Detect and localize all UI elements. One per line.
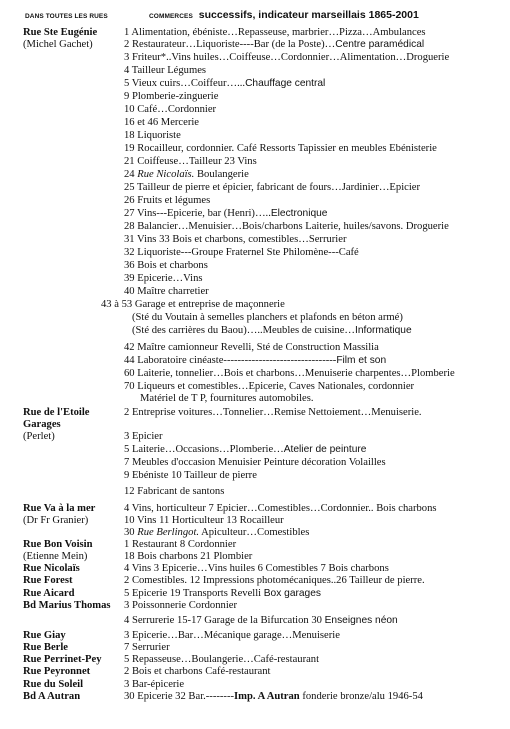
entry-text: 36 Bois et charbons	[124, 260, 208, 271]
entry-line	[124, 156, 257, 168]
entry-text: 31 Vins 33 Bois et charbons, comestibles…Serrurier	[124, 234, 347, 245]
entry-line	[124, 431, 163, 443]
entry-line	[124, 642, 170, 654]
entry-line	[124, 575, 425, 587]
entry-line	[124, 691, 423, 703]
entry-line	[124, 195, 210, 207]
modern-business-label: Electronique	[270, 208, 328, 219]
street-label: Rue Nicolaïs	[23, 563, 80, 574]
entry-text: Boulangerie	[194, 169, 249, 180]
entry-line	[124, 515, 284, 527]
entry-text: Imp. A Autran	[234, 691, 300, 702]
entry-text: 26 Fruits et légumes	[124, 195, 211, 206]
entry-line	[124, 52, 449, 64]
entry-line	[124, 407, 422, 419]
modern-business-label: Enseignes néon	[324, 615, 398, 626]
entry-line	[124, 679, 184, 691]
street-label: Rue du Soleil	[23, 679, 84, 690]
entry-line	[124, 260, 208, 272]
entry-line	[124, 666, 271, 678]
street-label: Bd Marius Thomas	[23, 600, 111, 611]
entry-text: 10 Vins 11 Horticulteur 13 Rocailleur	[124, 515, 284, 526]
entry-line	[124, 286, 209, 298]
header-left: DANS TOUTES LES RUES	[25, 13, 108, 20]
entry-line	[124, 630, 340, 642]
entry-text: 3 Bar-épicerie	[124, 679, 185, 690]
entry-text: 3 Epicier	[124, 431, 163, 442]
street-label: (Dr Fr Granier)	[23, 515, 89, 526]
entry-line	[124, 600, 237, 612]
entry-text: 43 à 53 Garage et entreprise de maçonnerie	[101, 299, 285, 310]
entry-line	[124, 208, 327, 220]
entry-text: 60 Laiterie, tonnelier…Bois et charbons…Menuiserie charpentes…Plomberie	[124, 368, 455, 379]
entry-text: 42 Maître camionneur Revelli, Sté de Construction Massilia	[124, 342, 379, 353]
entry-text: Rue Berlingot.	[137, 527, 200, 538]
street-label: Rue de l'Etoile	[23, 407, 90, 418]
entry-text: 4 Tailleur Légumes	[124, 65, 207, 76]
modern-business-label: Film et son	[336, 355, 387, 366]
entry-line	[124, 654, 319, 666]
entry-line	[124, 221, 449, 233]
street-label: (Etienne Mein)	[23, 551, 88, 562]
entry-text: 9 Plomberie-zinguerie	[124, 91, 219, 102]
street-label: Garages	[23, 419, 61, 430]
entry-text: 25 Tailleur de pierre et épicier, fabricant de fours…Jardinier…Epicier	[124, 182, 421, 193]
page-header	[25, 9, 419, 23]
street-label: Rue Perrinet-Pey	[23, 654, 102, 665]
entry-text: Matériel de T P, fournitures automobiles.	[140, 393, 314, 404]
entry-text: 4 Vins 3 Epicerie…Vins huiles 6 Comestibles 7 Bois charbons	[124, 563, 389, 574]
entry-line	[124, 130, 181, 142]
entry-text: 2 Restaurateur…Liquoriste----Bar (de la Poste)…	[124, 39, 336, 50]
entry-text: 1 Alimentation, ébéniste…Repasseuse, marbrier…Pizza…Ambulances	[124, 27, 426, 38]
entry-text: 40 Maître charretier	[124, 286, 209, 297]
entry-text: 3 Poissonnerie Cordonnier	[124, 600, 237, 611]
entry-line	[124, 588, 321, 600]
entry-text: 3 Epicerie…Bar…Mécanique garage…Menuiserie	[124, 630, 340, 641]
entry-text: 39 Epicerie…Vins	[124, 273, 203, 284]
entry-text: 24	[124, 169, 138, 180]
street-label: Rue Ste Eugénie	[23, 27, 98, 38]
street-label: (Perlet)	[23, 431, 55, 442]
entry-text: 30 Epicerie 32 Bar.--------	[124, 691, 235, 702]
modern-business-label: Box garages	[263, 588, 321, 599]
entry-text: 7 Serrurier	[124, 642, 170, 653]
entry-line	[124, 381, 414, 393]
entry-text: 2 Bois et charbons Café-restaurant	[124, 666, 271, 677]
entry-text: 7 Meubles d'occasion Menuisier Peinture décoration Volailles	[124, 457, 386, 468]
page-title: successifs, indicateur marseillais 1865-2001	[198, 9, 419, 21]
street-label: Rue Forest	[23, 575, 73, 586]
entry-line	[124, 527, 309, 539]
entry-line	[124, 563, 389, 575]
modern-business-label: Informatique	[355, 325, 412, 336]
entry-text: (Sté des carrières du Baou)…..Meubles de cuisine…	[132, 325, 355, 336]
entry-line	[124, 91, 218, 103]
modern-business-label: Chauffage central	[245, 78, 326, 89]
entry-line	[124, 169, 249, 181]
entry-text: 70 Liqueurs et comestibles…Epicerie, Caves Nationales, cordonnier	[124, 381, 415, 392]
street-label: Rue Berle	[23, 642, 69, 653]
entry-text: 5 Epicerie 19 Transports Revelli	[124, 588, 264, 599]
entry-line	[124, 78, 325, 90]
entry-line	[124, 234, 346, 246]
entry-line	[124, 273, 203, 285]
street-label: Rue Giay	[23, 630, 66, 641]
entry-text: Rue Nicolaïs.	[137, 169, 195, 180]
entry-text: fonderie bronze/alu 1946-54	[299, 691, 423, 702]
header-mid: COMMERCES	[149, 13, 193, 20]
entry-text: 21 Coiffeuse…Tailleur 23 Vins	[124, 156, 257, 167]
modern-business-label: Centre paramédical	[335, 39, 425, 50]
entry-text: 5 Repasseuse…Boulangerie…Café-restaurant	[124, 654, 320, 665]
entry-line	[101, 299, 285, 311]
entry-text: 30	[124, 527, 138, 538]
entry-text: (Sté du Voutain à semelles planchers et plafonds en béton armé)	[132, 312, 403, 323]
entry-line	[124, 104, 216, 116]
entry-text: 32 Liquoriste---Groupe Fraternel Ste Philomène---Café	[124, 247, 359, 258]
entry-text: 19 Rocailleur, cordonnier. Café Ressorts Tapissier en meubles Ebénisterie	[124, 143, 437, 154]
street-label: Rue Peyronnet	[23, 666, 91, 677]
entry-line	[140, 393, 314, 405]
entry-line	[124, 117, 199, 129]
entry-text: 18 Liquoriste	[124, 130, 181, 141]
entry-text: 5 Laiterie…Occasions…Plomberie…	[124, 444, 284, 455]
street-label: Rue Bon Voisin	[23, 539, 93, 550]
entry-line	[124, 355, 386, 367]
street-label: (Michel Gachet)	[23, 39, 93, 50]
entry-line	[124, 27, 426, 39]
entry-text: 4 Vins, horticulteur 7 Epicier…Comestibles…Cordonnier.. Bois charbons	[124, 503, 437, 514]
entry-line	[124, 539, 236, 551]
entry-line	[132, 312, 403, 324]
entry-text: 10 Café…Cordonnier	[124, 104, 217, 115]
entry-text: 5 Vieux cuirs…Coiffeur…...	[124, 78, 246, 89]
entry-text: 2 Entreprise voitures…Tonnelier…Remise Nettoiement…Menuiserie.	[124, 407, 422, 418]
entry-line	[132, 325, 412, 337]
entry-text: 18 Bois charbons 21 Plombier	[124, 551, 253, 562]
entry-line	[124, 503, 437, 515]
entry-line	[124, 615, 398, 627]
entry-text: 12 Fabricant de santons	[124, 486, 225, 497]
entry-line	[124, 470, 257, 482]
entry-text: 4 Serrurerie 15-17 Garage de la Bifurcation 30	[124, 615, 325, 626]
entry-text: 44 Laboratoire cinéaste--------------------------------	[124, 355, 337, 366]
entry-line	[124, 342, 379, 354]
entry-text: 9 Ebéniste 10 Tailleur de pierre	[124, 470, 257, 481]
entry-text: 3 Friteur*..Vins huiles…Coiffeuse…Cordonnier…Alimentation…Droguerie	[124, 52, 450, 63]
entry-line	[124, 368, 455, 380]
entry-text: 1 Restaurant 8 Cordonnier	[124, 539, 237, 550]
street-label: Rue Aicard	[23, 588, 75, 599]
entry-text: 2 Comestibles. 12 Impressions photomécaniques..26 Tailleur de pierre.	[124, 575, 425, 586]
entry-text: 16 et 46 Mercerie	[124, 117, 200, 128]
street-label: Bd A Autran	[23, 691, 81, 702]
modern-business-label: Atelier de peinture	[283, 444, 367, 455]
entry-text: 27 Vins---Epicerie, bar (Henri)…..	[124, 208, 271, 219]
entry-line	[124, 247, 359, 259]
entry-line	[124, 444, 366, 456]
entry-text: Apiculteur…Comestibles	[199, 527, 310, 538]
entry-line	[124, 486, 224, 498]
entry-text: 28 Balancier…Menuisier…Bois/charbons Laiterie, huiles/savons. Droguerie	[124, 221, 449, 232]
entry-line	[124, 143, 437, 155]
entry-line	[124, 551, 252, 563]
entry-line	[124, 65, 206, 77]
entry-line	[124, 39, 424, 51]
street-label: Rue Va à la mer	[23, 503, 96, 514]
entry-line	[124, 182, 420, 194]
entry-line	[124, 457, 386, 469]
